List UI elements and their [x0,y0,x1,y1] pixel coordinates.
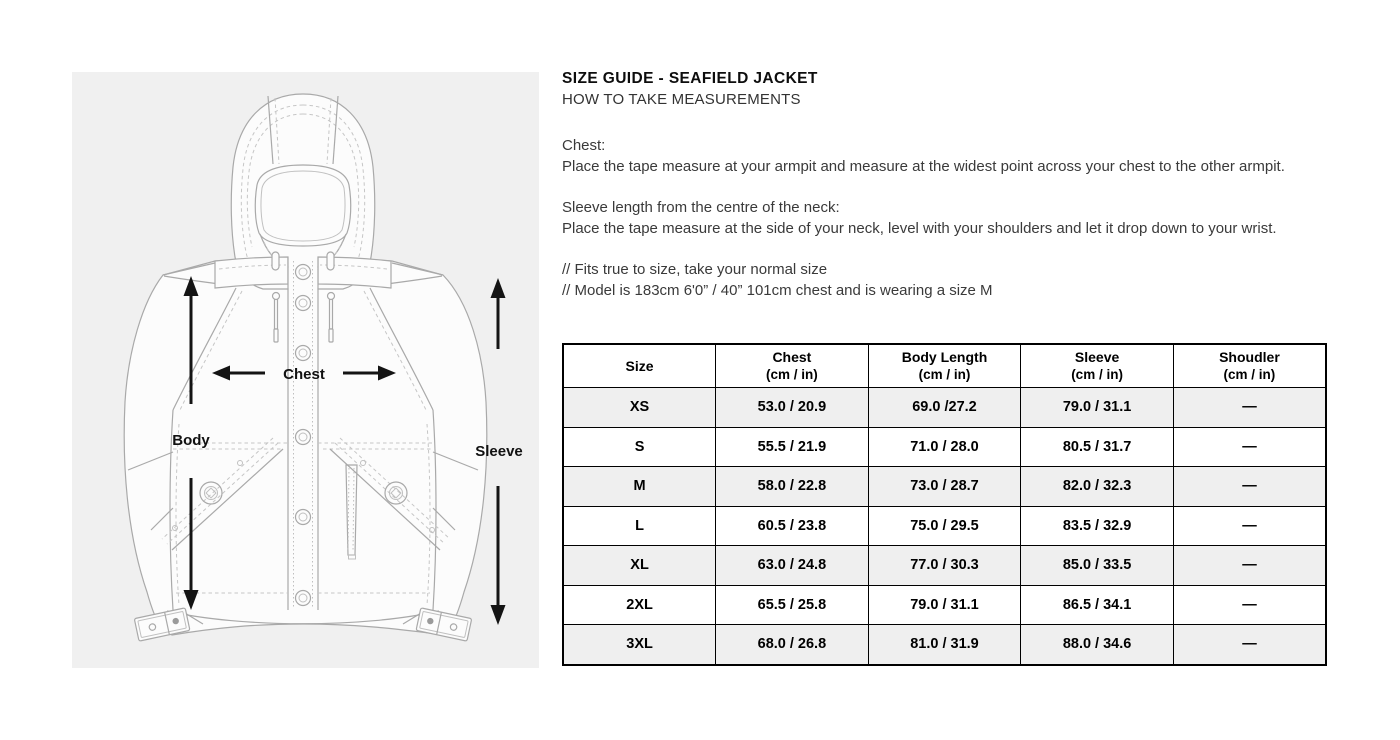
cell-size: L [563,506,716,546]
cell-shoulder: — [1173,467,1326,507]
col-header-chest: Chest (cm / in) [716,344,869,388]
col-header-shoulder: Shoudler (cm / in) [1173,344,1326,388]
table-row [563,546,1326,586]
table-row [563,506,1326,546]
cell-body-length: 73.0 / 28.7 [868,467,1021,507]
chest-instruction-text: Place the tape measure at your armpit and measure at the widest point across your chest to the other armpit. [562,158,1285,175]
size-table [562,343,1327,666]
cell-size: XS [563,388,716,428]
cell-chest: 63.0 / 24.8 [716,546,869,586]
cell-sleeve: 83.5 / 32.9 [1021,506,1174,546]
cell-sleeve: 80.5 / 31.7 [1021,427,1174,467]
cell-chest: 65.5 / 25.8 [716,585,869,625]
cell-body-length: 75.0 / 29.5 [868,506,1021,546]
sleeve-label: Sleeve [475,443,523,460]
page-subtitle: HOW TO TAKE MEASUREMENTS [562,91,801,108]
cell-sleeve: 82.0 / 32.3 [1021,467,1174,507]
front-placket [288,257,318,610]
sleeve-instruction-heading: Sleeve length from the centre of the neck: [562,199,840,216]
cell-shoulder: — [1173,506,1326,546]
model-note: // Model is 183cm 6'0” / 40” 101cm chest and is wearing a size M [562,282,993,299]
cell-shoulder: — [1173,585,1326,625]
cell-size: 2XL [563,585,716,625]
table-row [563,427,1326,467]
cell-shoulder: — [1173,546,1326,586]
cell-chest: 68.0 / 26.8 [716,625,869,665]
cell-chest: 60.5 / 23.8 [716,506,869,546]
page-title: SIZE GUIDE - SEAFIELD JACKET [562,70,818,87]
sleeve-instruction-text: Place the tape measure at the side of your neck, level with your shoulders and let it drop down to your wrist. [562,220,1277,237]
table-row [563,625,1326,665]
size-table-header [563,344,1326,388]
cell-shoulder: — [1173,388,1326,428]
jacket-illustration-panel [72,72,539,668]
cell-sleeve: 88.0 / 34.6 [1021,625,1174,665]
jacket-illustration [72,72,539,668]
cell-size: S [563,427,716,467]
cell-body-length: 77.0 / 30.3 [868,546,1021,586]
fit-note: // Fits true to size, take your normal size [562,261,828,278]
cell-sleeve: 79.0 / 31.1 [1021,388,1174,428]
col-header-size: Size [563,344,716,388]
cuff-tab-left [134,608,190,641]
col-header-sleeve: Sleeve (cm / in) [1021,344,1174,388]
chest-instruction-heading: Chest: [562,137,606,154]
cell-body-length: 69.0 /27.2 [868,388,1021,428]
cell-sleeve: 86.5 / 34.1 [1021,585,1174,625]
chest-label: Chest [283,366,325,383]
table-row [563,585,1326,625]
header-row [563,344,1326,388]
table-row [563,388,1326,428]
cell-shoulder: — [1173,625,1326,665]
cell-size: XL [563,546,716,586]
body-label: Body [172,432,210,449]
cell-sleeve: 85.0 / 33.5 [1021,546,1174,586]
cell-shoulder: — [1173,427,1326,467]
cuff-tab-right [416,608,472,641]
cell-body-length: 71.0 / 28.0 [868,427,1021,467]
cell-chest: 58.0 / 22.8 [716,467,869,507]
cell-body-length: 79.0 / 31.1 [868,585,1021,625]
cell-chest: 53.0 / 20.9 [716,388,869,428]
table-row [563,467,1326,507]
col-header-body-length: Body Length (cm / in) [868,344,1021,388]
cell-size: 3XL [563,625,716,665]
cell-chest: 55.5 / 21.9 [716,427,869,467]
cell-body-length: 81.0 / 31.9 [868,625,1021,665]
cell-size: M [563,467,716,507]
